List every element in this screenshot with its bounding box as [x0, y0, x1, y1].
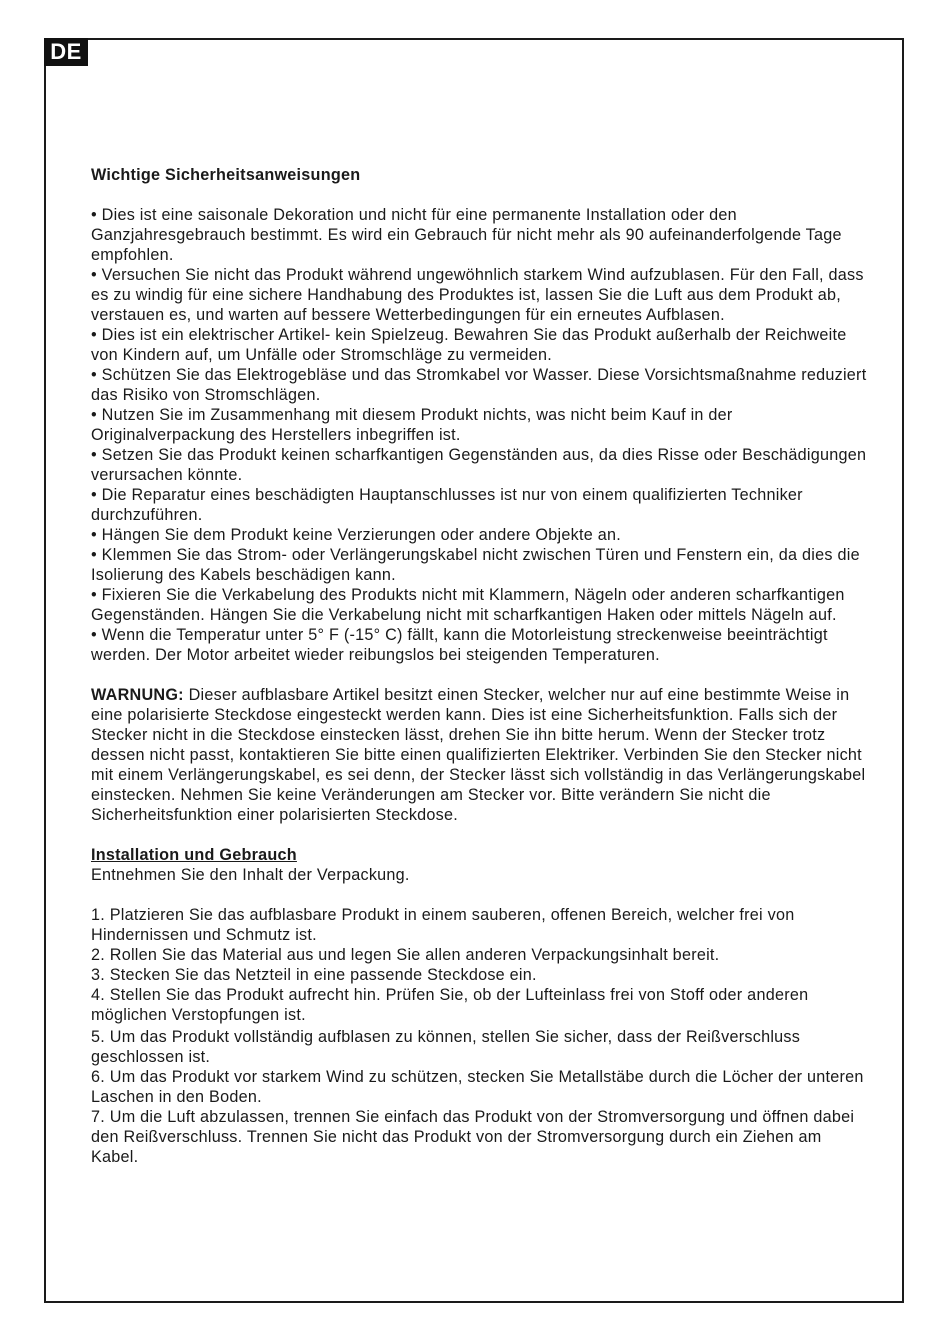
warning-label: WARNUNG:	[91, 686, 184, 704]
safety-bullet: • Dies ist ein elektrischer Artikel- kein Spielzeug. Bewahren Sie das Produkt außerhalb der Reichweite von Kindern auf, um Unfälle oder Stromschläge zu vermeiden.	[91, 326, 847, 364]
language-badge: DE	[44, 38, 88, 66]
installation-intro: Entnehmen Sie den Inhalt der Verpackung.	[91, 866, 410, 884]
installation-step: 6. Um das Produkt vor starkem Wind zu schützen, stecken Sie Metallstäbe durch die Löcher der unteren Laschen in den Boden.	[91, 1068, 864, 1106]
document-body	[91, 165, 871, 1167]
installation-step: 3. Stecken Sie das Netzteil in eine passende Steckdose ein.	[91, 966, 537, 984]
safety-bullet: • Fixieren Sie die Verkabelung des Produkts nicht mit Klammern, Nägeln oder anderen scharfkantigen Gegenständen. Hängen Sie die Verkabelung nicht mit scharfkantigen Haken oder mittels Nägeln auf.	[91, 586, 845, 624]
installation-step: 7. Um die Luft abzulassen, trennen Sie einfach das Produkt von der Stromversorgung und öffnen dabei den Reißverschluss. Trennen Sie nicht das Produkt von der Stromversorgung durch ein Ziehen am Kabel.	[91, 1108, 855, 1166]
installation-steps	[91, 905, 871, 1167]
safety-bullet: • Nutzen Sie im Zusammenhang mit diesem Produkt nichts, was nicht beim Kauf in der Originalverpackung des Herstellers inbegriffen ist.	[91, 406, 733, 444]
warning-paragraph	[91, 685, 871, 825]
installation-title: Installation und Gebrauch	[91, 846, 297, 864]
safety-bullet: • Dies ist eine saisonale Dekoration und nicht für eine permanente Installation oder den Ganzjahresgebrauch bestimmt. Es wird ein Gebrauch für nicht mehr als 90 aufeinanderfolgende Tage empfohlen.	[91, 206, 842, 264]
installation-step: 2. Rollen Sie das Material aus und legen Sie allen anderen Verpackungsinhalt bereit.	[91, 946, 720, 964]
safety-bullet: • Klemmen Sie das Strom- oder Verlängerungskabel nicht zwischen Türen und Fenstern ein, da dies die Isolierung des Kabels beschädigen kann.	[91, 546, 860, 584]
warning-text: Dieser aufblasbare Artikel besitzt einen Stecker, welcher nur auf eine bestimmte Weise in eine polarisierte Steckdose eingesteckt werden kann. Dies ist eine Sicherheitsfunktion. Falls sich der Stecker nicht in die Steckdose einstecken lässt, drehen Sie ihn bitte herum. Wenn der Stecker trotz dessen nicht passt, kontaktieren Sie bitte einen qualifizierten Elektriker. Verbinden Sie den Stecker nicht mit einem Verlängerungskabel, es sei denn, der Stecker lässt sich vollständig in das Verlängerungskabel einstecken. Nehmen Sie keine Veränderungen am Stecker vor. Bitte verändern Sie nicht die Sicherheitsfunktion einer polarisierten Steckdose.	[91, 686, 866, 824]
safety-list	[91, 205, 871, 665]
safety-bullet: • Schützen Sie das Elektrogebläse und das Stromkabel vor Wasser. Diese Vorsichtsmaßnahme reduziert das Risiko von Stromschlägen.	[91, 366, 867, 404]
installation-step: 5. Um das Produkt vollständig aufblasen zu können, stellen Sie sicher, dass der Reißverschluss geschlossen ist.	[91, 1028, 801, 1066]
safety-bullet: • Versuchen Sie nicht das Produkt während ungewöhnlich starkem Wind aufzublasen. Für den Fall, dass es zu windig für eine sichere Handhabung des Produktes ist, lassen Sie die Luft aus dem Produkt ab, verstauen es, und warten auf bessere Wetterbedingungen für ein erneutes Aufblasen.	[91, 266, 864, 324]
installation-step: 1. Platzieren Sie das aufblasbare Produkt in einem sauberen, offenen Bereich, welcher frei von Hindernissen und Schmutz ist.	[91, 906, 795, 944]
safety-bullet: • Hängen Sie dem Produkt keine Verzierungen oder andere Objekte an.	[91, 526, 621, 544]
safety-bullet: • Die Reparatur eines beschädigten Hauptanschlusses ist nur von einem qualifizierten Techniker durchzuführen.	[91, 486, 803, 524]
installation-step: 4. Stellen Sie das Produkt aufrecht hin. Prüfen Sie, ob der Lufteinlass frei von Stoff oder anderen möglichen Verstopfungen ist.	[91, 986, 809, 1024]
safety-bullet: • Setzen Sie das Produkt keinen scharfkantigen Gegenständen aus, da dies Risse oder Beschädigungen verursachen könnte.	[91, 446, 867, 484]
safety-bullet: • Wenn die Temperatur unter 5° F (-15° C) fällt, kann die Motorleistung streckenweise beeinträchtigt werden. Der Motor arbeitet wieder reibungslos bei steigenden Temperaturen.	[91, 626, 828, 664]
safety-title: Wichtige Sicherheitsanweisungen	[91, 166, 361, 184]
